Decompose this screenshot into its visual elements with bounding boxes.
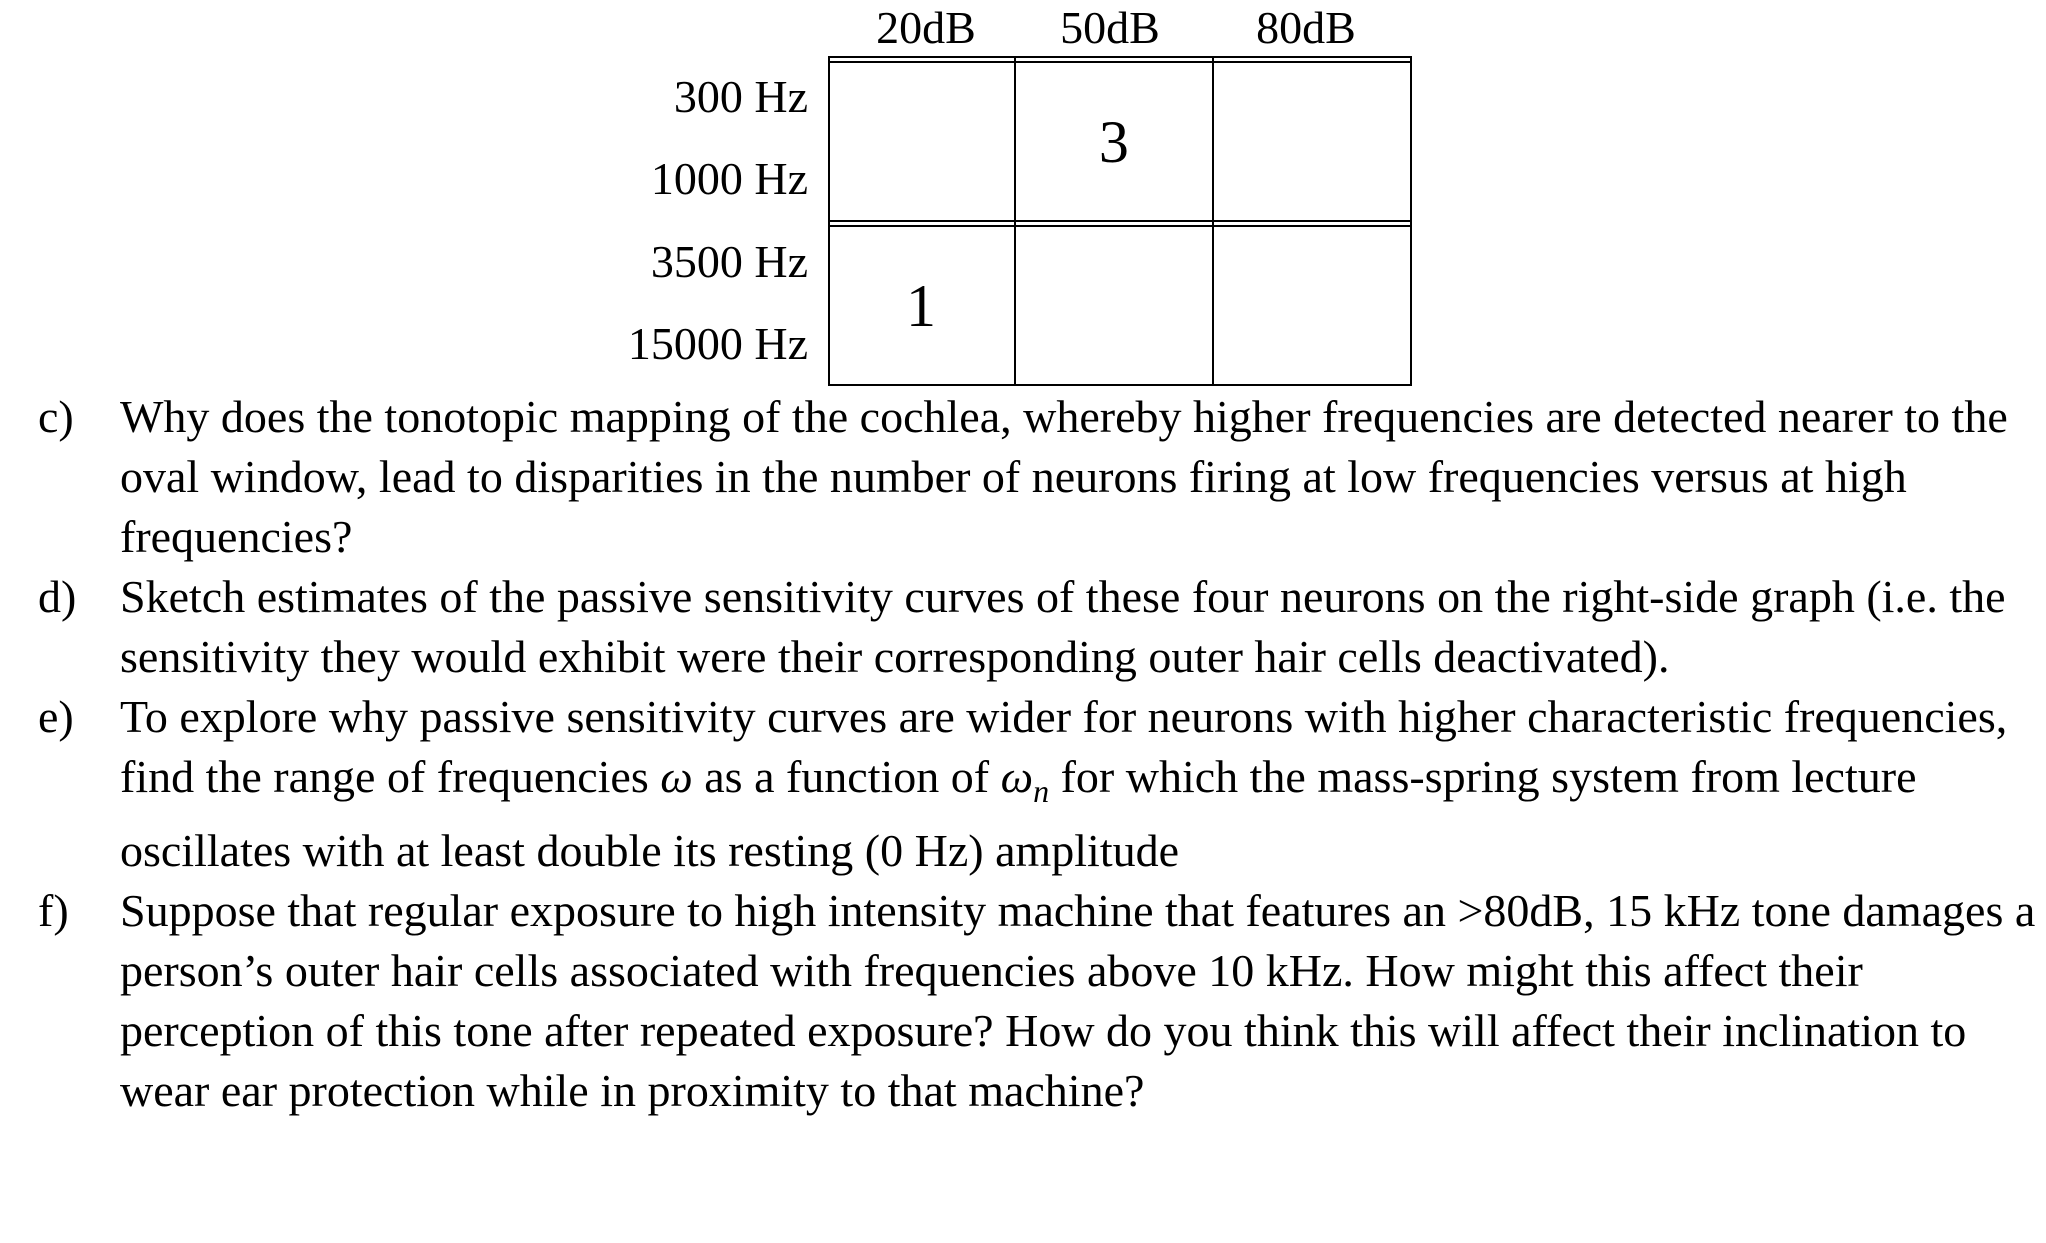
question-c	[38, 387, 2038, 567]
question-e	[38, 687, 2038, 881]
question-list	[38, 387, 2038, 1121]
table-cell: 3	[1015, 62, 1213, 221]
question-text-part: for which the mass-spring system from lecture oscillates with at least double its resting (0 Hz) amplitude	[120, 751, 1917, 876]
table-row	[829, 62, 1411, 221]
column-header-20db: 20dB	[876, 2, 976, 53]
row-label-15000hz: 15000 Hz	[627, 318, 808, 369]
question-text: Sketch estimates of the passive sensitivity curves of these four neurons on the right-side graph (i.e. the sensitivity they would exhibit were their corresponding outer hair cells deactivated).	[120, 571, 2006, 682]
omega-n-subscript: n	[1033, 773, 1050, 809]
table-cell	[829, 62, 1015, 221]
question-text	[120, 687, 2038, 881]
question-letter: f)	[38, 885, 69, 936]
question-letter: d)	[38, 571, 77, 622]
question-text: Why does the tonotopic mapping of the cochlea, whereby higher frequencies are detected nearer to the oval window, lead to disparities in the number of neurons firing at low frequencies versus at high frequencies?	[120, 391, 2008, 562]
row-label-300hz: 300 Hz	[673, 71, 808, 122]
row-label-3500hz: 3500 Hz	[650, 236, 808, 287]
question-letter: e)	[38, 691, 74, 742]
table-row	[829, 226, 1411, 385]
table-cell	[1015, 226, 1213, 385]
question-d	[38, 567, 2038, 687]
row-label-1000hz: 1000 Hz	[650, 153, 808, 204]
omega-n-base: ω	[1000, 751, 1034, 802]
omega-n-symbol	[1000, 751, 1050, 809]
column-header-50db: 50dB	[1060, 2, 1160, 53]
frequency-intensity-table	[828, 56, 1412, 386]
omega-symbol: ω	[660, 751, 693, 802]
question-letter: c)	[38, 391, 74, 442]
column-header-80db: 80dB	[1256, 2, 1356, 53]
table-cell	[1213, 226, 1411, 385]
question-text: Suppose that regular exposure to high intensity machine that features an >80dB, 15 kHz tone damages a person’s outer hair cells associated with frequencies above 10 kHz. How might this affect their perception of this tone after repeated exposure? How do you think this will affect their inclination to wear ear protection while in proximity to that machine?	[120, 885, 2036, 1116]
question-text-part: as a function of	[704, 751, 990, 802]
question-f	[38, 881, 2038, 1121]
table-cell	[1213, 62, 1411, 221]
question-text-part: To explore why passive sensitivity curves are wider for neurons with higher characteristic frequencies, find the range of frequencies	[120, 691, 2008, 802]
table-cell: 1	[829, 226, 1015, 385]
